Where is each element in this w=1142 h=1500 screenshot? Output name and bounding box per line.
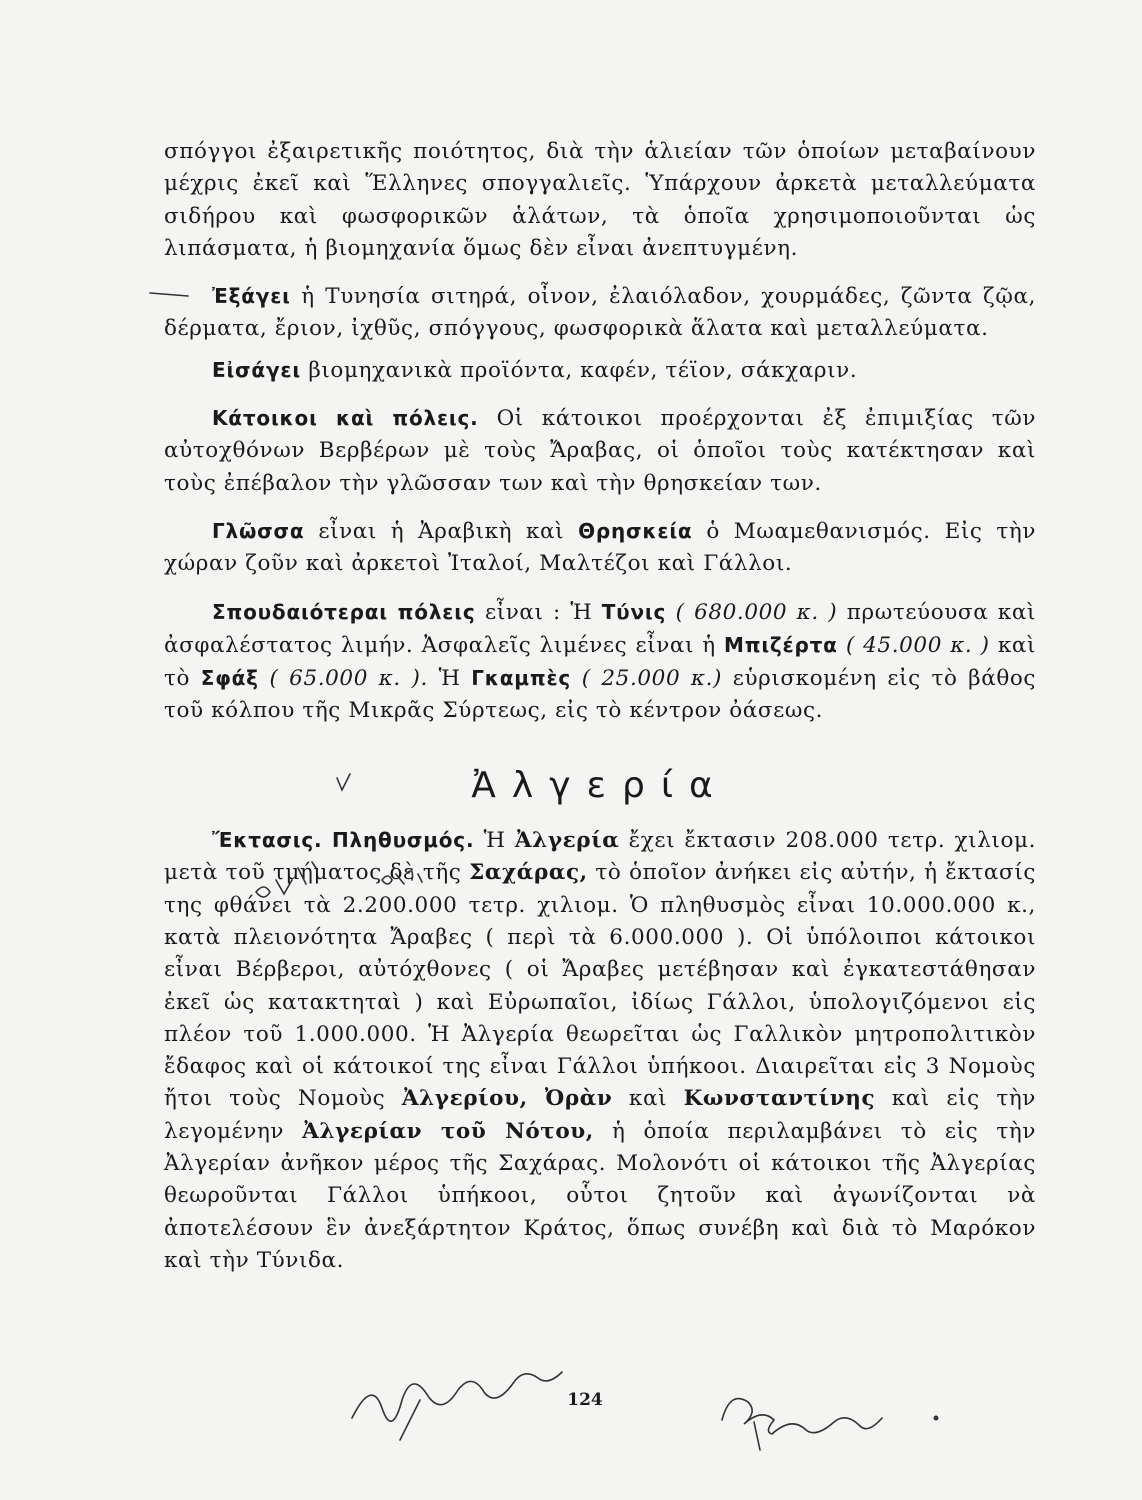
cities-label: Σπουδαιότεραι πόλεις: [212, 599, 476, 624]
imports-label: Εἰσάγει: [212, 357, 301, 382]
signature-left: [352, 1372, 562, 1440]
signature-dot: [934, 1416, 939, 1421]
section-heading-algeria: Ἀλγερία: [471, 764, 729, 806]
paragraph-exports: Ἐξάγει ἡ Τυνησία σιτηρά, οἶνον, ἐλαιόλαδον, χουρμάδες, ζῶντα ζῷα, δέρματα, ἔριον, ἰχθῦς, σπόγγους, φωσφορικὰ ἅλατα καὶ μεταλλεύματα.: [164, 284, 1036, 342]
paragraph-cities: Σπουδαιότεραι πόλεις εἶναι : Ἡ Τύνις ( 680.000 κ. ) πρωτεύουσα καὶ ἀσφαλέστατος λιμήν. Ἀσφαλεῖς λιμένες εἶναι ἡ Μπιζέρτα ( 45.000 κ. ) καὶ τὸ Σφάξ ( 65.000 κ. ). Ἡ Γκαμπὲς ( 25.000 κ.) εὑρισκομένη εἰς τὸ βάθος τοῦ κόλπου τῆς Μικρᾶς Σύρτεως, εἰς τὸ κέντρον ὀάσεως.: [164, 599, 1037, 724]
religion-label: Θρησκεία: [578, 518, 693, 543]
paragraph-algeria: Ἔκτασις. Πληθυσμός. Ἡ Ἀλγερία ἔχει ἔκτασιν 208.000 τετρ. χιλιομ. μετὰ τοῦ τμήματος δὲ τῆς Σαχάρας, τὸ ὁποῖον ἀνήκει εἰς αὐτήν, ἡ ἔκτασίς της φθάνει τὰ 2.200.000 τετρ. χιλιομ. Ὁ πληθυσμὸς εἶναι 10.000.000 κ., κατὰ πλειονότητα Ἄραβες ( περὶ τὰ 6.000.000 ). Οἱ ὑπόλοιποι κάτοικοι εἶναι Βέρβεροι, αὐτόχθονες ( οἱ Ἄραβες μετέβησαν καὶ ἐγκατεστάθησαν ἐκεῖ ὡς κατακτηταὶ ) καὶ Εὐρωπαῖοι, ἰδίως Γάλλοι, ὑπολογιζόμενοι εἰς πλέον τοῦ 1.000.000. Ἡ Ἀλγερία θεωρεῖται ὡς Γαλλικὸν μητροπολιτικὸν ἔδαφος καὶ οἱ κάτοικοί της εἶναι Γάλλοι ὑπήκοοι. Διαιρεῖται εἰς 3 Νομοὺς ἤτοι τοὺς Νομοὺς Ἀλγερίου, Ὀρὰν καὶ Κωνσταντίνης καὶ εἰς τὴν λεγομένην Ἀλγερίαν τοῦ Νότου, ἡ ὁποία περιλαμβάνει τὸ εἰς τὴν Ἀλγερίαν ἀνῆκον μέρος τῆς Σαχάρας. Μολονότι οἱ κάτοικοι τῆς Ἀλγερίας θεωροῦνται Γάλλοι ὑπήκοοι, οὗτοι ζητοῦν καὶ ἀγωνίζονται νὰ ἀποτελέσουν ἓν ἀνεξάρτητον Κράτος, ὅπως συνέβη καὶ διὰ τὸ Μαρόκον καὶ τὴν Τύνιδα.: [164, 828, 1037, 1273]
paragraph-sponges: σπόγγοι ἐξαιρετικῆς ποιότητος, διὰ τὴν ἁλιείαν τῶν ὁποίων μεταβαίνουν μέχρις ἐκεῖ καὶ Ἕλληνες σπογγαλιεῖς. Ὑπάρχουν ἀρκετὰ μεταλλεύματα σιδήρου καὶ φωσφορικῶν ἁλάτων, τὰ ὁποῖα χρησιμοποιοῦνται ὡς λιπάσματα, ἡ βιομηχανία ὅμως δὲν εἶναι ἀνεπτυγμένη.: [164, 139, 1036, 261]
page-number: 124: [567, 1390, 603, 1410]
exports-label: Ἐξάγει: [212, 284, 291, 309]
language-label: Γλῶσσα: [212, 518, 305, 543]
signature-right: [722, 1399, 882, 1450]
paragraph-imports: Εἰσάγει βιομηχανικὰ προϊόντα, καφέν, τέϊον, σάκχαριν.: [212, 357, 858, 383]
paragraph-inhabitants: Κάτοικοι καὶ πόλεις. Οἱ κάτοικοι προέρχονται ἐξ ἐπιμιξίας τῶν αὐτοχθόνων Βερβέρων μὲ τοὺς Ἄραβας, οἱ ὁποῖοι τοὺς κατέκτησαν καὶ τοὺς ἐπέβαλον τὴν γλῶσσαν των καὶ τὴν θρησκείαν των.: [164, 406, 1037, 496]
inhabitants-label: Κάτοικοι καὶ πόλεις.: [212, 406, 479, 431]
area-population-label: Ἔκτασις. Πληθυσμός.: [212, 828, 475, 853]
page-body: [164, 136, 1036, 1292]
paragraph-language: Γλῶσσα εἶναι ἡ Ἀραβικὴ καὶ Θρησκεία ὁ Μωαμεθανισμός. Εἰς τὴν χώραν ζοῦν καὶ ἀρκετοὶ Ἰταλοί, Μαλτέζοι καὶ Γάλλοι.: [164, 518, 1037, 577]
